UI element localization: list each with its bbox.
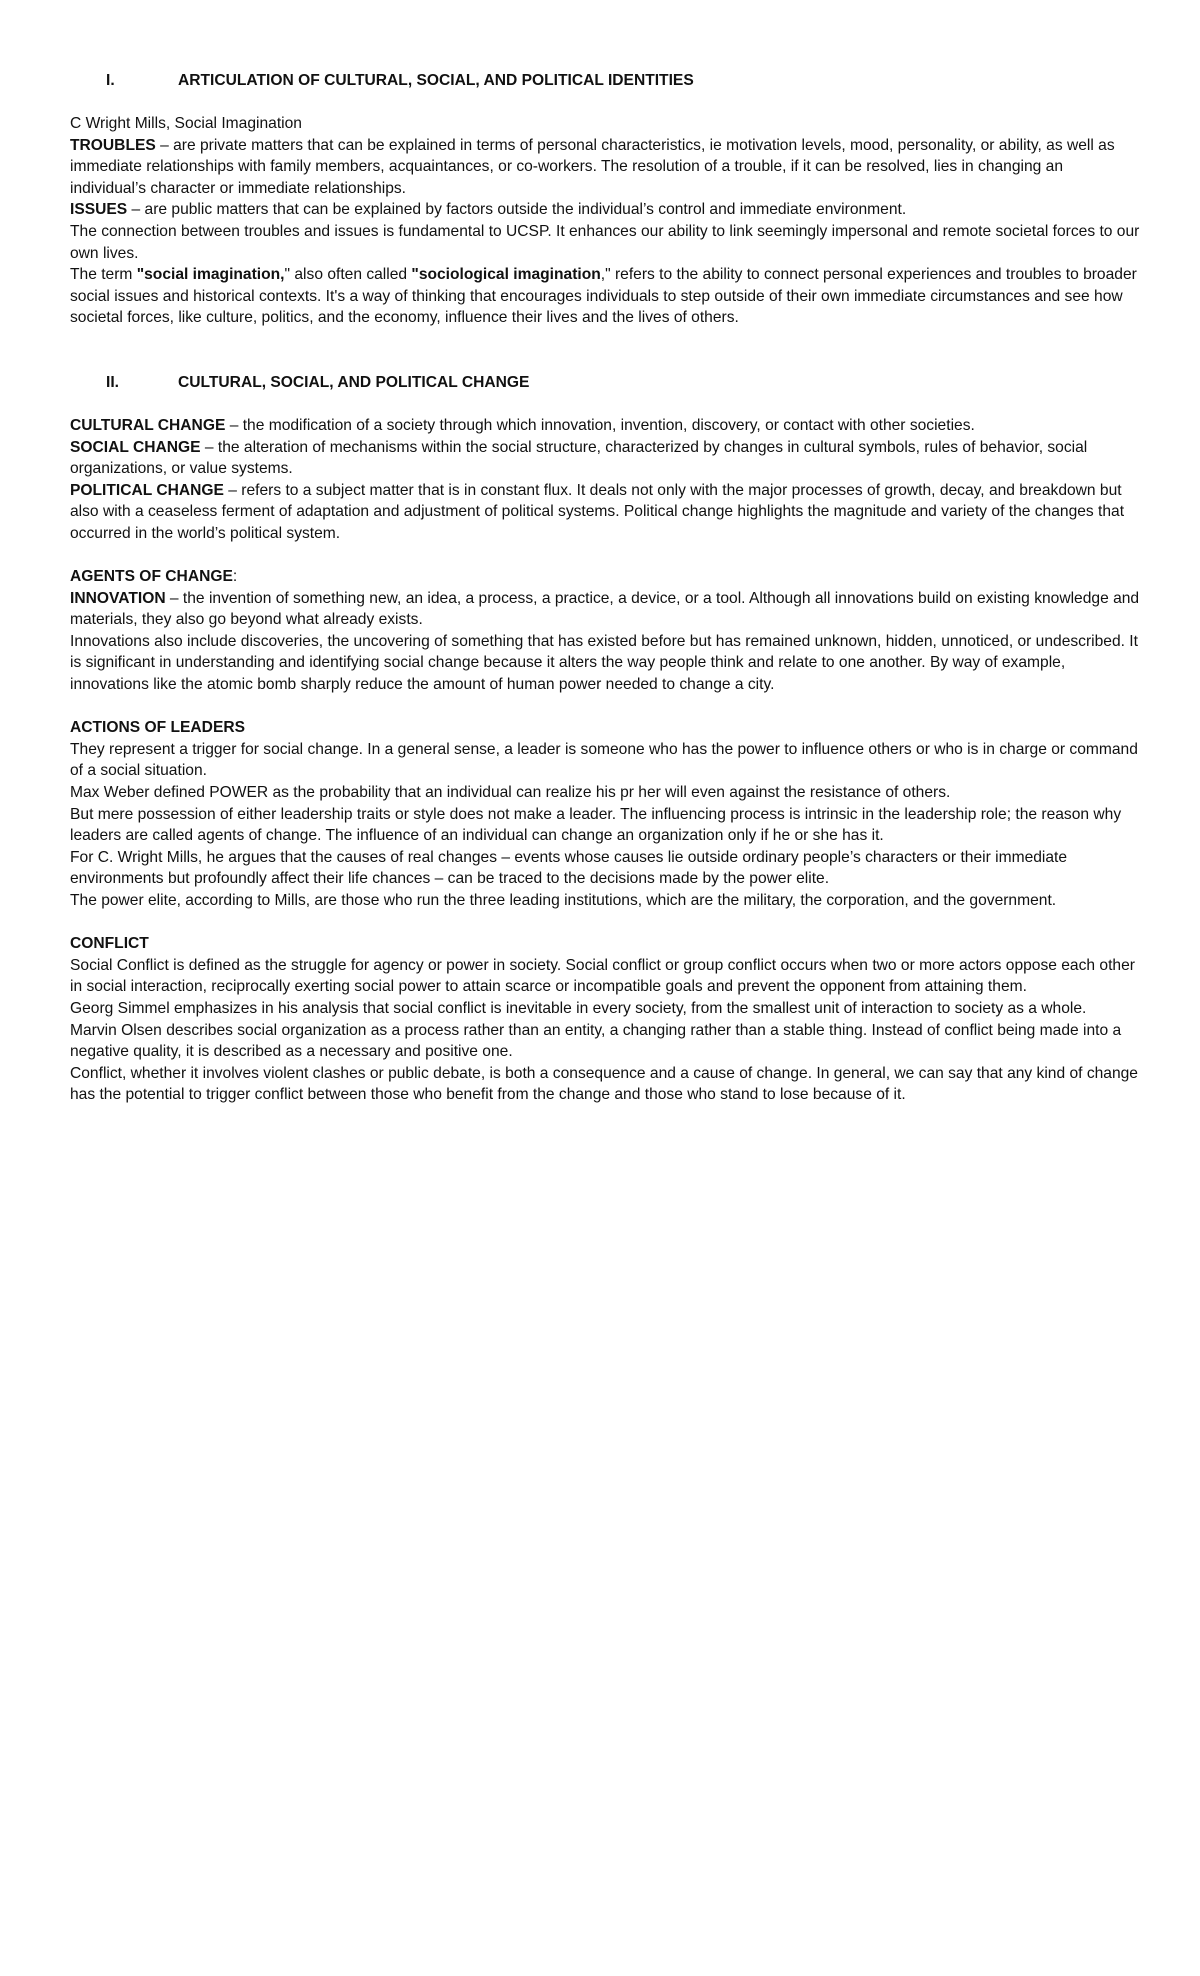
issues-definition: – are public matters that can be explained by factors outside the individual’s control and immediate environment.	[127, 201, 907, 219]
leaders-paragraph-5: The power elite, according to Mills, are those who run the three leading institutions, which are the military, the corporation, and the government.	[70, 892, 1057, 909]
term-innovation: INNOVATION	[70, 589, 166, 607]
term-troubles: TROUBLES	[70, 136, 156, 154]
spacer	[70, 545, 1140, 567]
cultural-change-paragraph	[70, 415, 1140, 437]
section-number: I.	[106, 72, 115, 89]
section-heading-2	[70, 372, 1140, 394]
leaders-paragraph-2: Max Weber defined POWER as the probability that an individual can realize his pr her will even against the resistance of others.	[70, 784, 951, 802]
conflict-paragraph-3: Marvin Olsen describes social organization as a process rather than an entity, a changing rather than a stable thing. Instead of conflict being made into a negative quality, it is described as a necessary and positive one.	[70, 1021, 1122, 1061]
innovation-paragraph-2: Innovations also include discoveries, the uncovering of something that has existed before but has remained unknown, hidden, unnoticed, or undescribed. It is significant in understanding and identifying social change because it alters the way people think and relate to one another. By way of example, innovations like the atomic bomb sharply reduce the amount of human power needed to change a city.	[70, 632, 1138, 694]
social-change-definition: – the alteration of mechanisms within the social structure, characterized by changes in cultural symbols, rules of behavior, social organizations, or value systems.	[70, 438, 1088, 478]
term-issues: ISSUES	[70, 201, 128, 219]
agents-heading-colon: :	[232, 568, 238, 586]
conflict-paragraph-4: Conflict, whether it involves violent clashes or public debate, is both a consequence and a cause of change. In general, we can say that any kind of change has the potential to trigger conflict between those who benefit from the change and those who stand to lose because of it.	[70, 1064, 1138, 1104]
conflict-paragraph-2: Georg Simmel emphasizes in his analysis that social conflict is inevitable in every society, from the smallest unit of interaction to society as a whole.	[70, 999, 1087, 1017]
political-change-definition: – refers to a subject matter that is in constant flux. It deals not only with the major processes of growth, decay, and breakdown but also with a ceaseless ferment of adaptation and adjustment of political systems. Political change highlights the magnitude and variety of the changes that occurred in the world’s political system.	[70, 481, 1125, 542]
term-political-change: POLITICAL CHANGE	[70, 481, 224, 499]
leaders-paragraph-1: They represent a trigger for social change. In a general sense, a leader is someone who has the power to influence others or who is in charge or command of a social situation.	[70, 740, 1138, 780]
section-heading-1	[70, 70, 1140, 92]
conflict-heading: CONFLICT	[70, 935, 149, 953]
document-page	[70, 70, 1140, 1106]
term-sociological-imagination: "sociological imagination	[411, 266, 601, 284]
imagination-paragraph	[70, 264, 1140, 329]
term-social-change: SOCIAL CHANGE	[70, 438, 201, 456]
term-social-imagination: "social imagination,	[136, 266, 285, 284]
social-change-paragraph	[70, 437, 1140, 480]
conflict-paragraph-1: Social Conflict is defined as the struggle for agency or power in society. Social conflict or group conflict occurs when two or more actors oppose each other in social interaction, reciprocally exerting social power to attain scarce or incompatible goals and prevent the opponent from attaining them.	[70, 956, 1135, 996]
agents-heading	[70, 566, 1140, 588]
connection-paragraph: The connection between troubles and issues is fundamental to UCSP. It enhances our ability to link seemingly impersonal and remote societal forces to our own lives.	[70, 222, 1140, 262]
source-line: C Wright Mills, Social Imagination	[70, 115, 302, 132]
term-cultural-change: CULTURAL CHANGE	[70, 416, 226, 434]
spacer	[70, 912, 1140, 934]
troubles-paragraph	[70, 135, 1140, 200]
cultural-change-definition: – the modification of a society through which innovation, invention, discovery, or contact with other societies.	[225, 416, 975, 434]
imagination-post: ," refers to the ability to connect personal experiences and troubles to broader social issues and historical contexts. It's a way of thinking that encourages individuals to step outside of their own immediate circumstances and see how societal forces, like culture, politics, and the economy, influence their lives and the lives of others.	[70, 266, 1137, 327]
section-title: ARTICULATION OF CULTURAL, SOCIAL, AND POLITICAL IDENTITIES	[178, 72, 694, 89]
innovation-paragraph	[70, 588, 1140, 631]
innovation-definition: – the invention of something new, an idea, a process, a practice, a device, or a tool. Although all innovations build on existing knowledge and materials, they also go beyond what already exists.	[70, 589, 1140, 629]
issues-paragraph	[70, 199, 1140, 221]
section-number: II.	[106, 373, 119, 391]
leaders-paragraph-4: For C. Wright Mills, he argues that the causes of real changes – events whose causes lie outside ordinary people’s characters or their immediate environments but profoundly affect their life chances – can be traced to the decisions made by the power elite.	[70, 848, 1068, 888]
spacer	[70, 696, 1140, 718]
imagination-mid: " also often called	[284, 266, 412, 284]
section-title: CULTURAL, SOCIAL, AND POLITICAL CHANGE	[178, 373, 530, 391]
leaders-paragraph-3: But mere possession of either leadership traits or style does not make a leader. The influencing process is intrinsic in the leadership role; the reason why leaders are called agents of change. The influence of an individual can change an organization only if he or she has it.	[70, 805, 1122, 845]
imagination-pre: The term	[70, 266, 137, 284]
troubles-definition: – are private matters that can be explained in terms of personal characteristics, ie motivation levels, mood, personality, or ability, as well as immediate relationships with family members, acquaintances, or co-workers. The resolution of a trouble, if it can be resolved, lies in changing an individual’s character or immediate relationships.	[70, 136, 1115, 197]
leaders-heading: ACTIONS OF LEADERS	[70, 719, 246, 737]
agents-heading-text: AGENTS OF CHANGE	[70, 568, 233, 586]
political-change-paragraph	[70, 480, 1140, 545]
spacer	[70, 329, 1140, 372]
